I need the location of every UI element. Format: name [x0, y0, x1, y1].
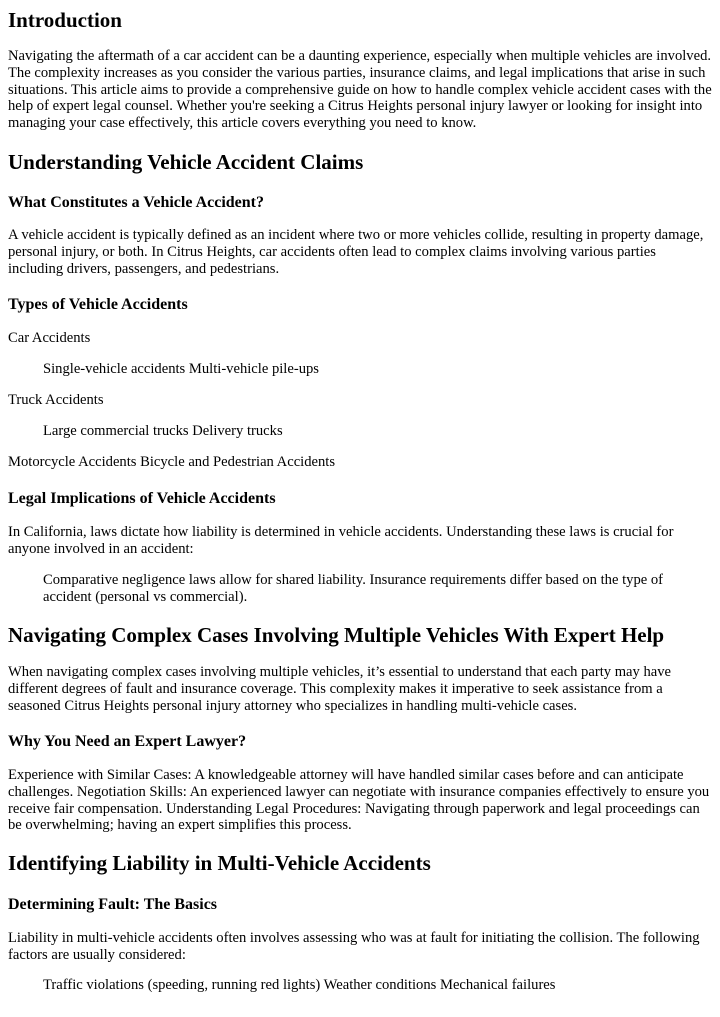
why-heading: Why You Need an Expert Lawyer? [8, 733, 247, 750]
types-other: Motorcycle Accidents Bicycle and Pedestrian Accidents [8, 454, 336, 470]
legal-sub: Comparative negligence laws allow for shared liability. Insurance requirements differ based on the type of accident (personal vs commercial). [43, 572, 664, 605]
legal-heading: Legal Implications of Vehicle Accidents [8, 490, 276, 507]
fault-heading: Determining Fault: The Basics [8, 896, 218, 913]
claims-heading: Understanding Vehicle Accident Claims [8, 150, 364, 174]
what-paragraph: A vehicle accident is typically defined as an incident where two or more vehicles collide, resulting in property damage, personal injury, or both. In Citrus Heights, car accidents often lead to complex claims involving various parties including drivers, passengers, and pedestrians. [8, 227, 704, 277]
types-car: Car Accidents [8, 330, 91, 346]
fault-paragraph: Liability in multi-vehicle accidents often involves assessing who was at fault for initiating the collision. The following factors are usually considered: [8, 930, 700, 963]
intro-paragraph: Navigating the aftermath of a car accident can be a daunting experience, especially when multiple vehicles are involved. The complexity increases as you consider the various parties, insurance claims, and legal implications that arise in such situations. This article aims to provide a comprehensive guide on how to handle complex vehicle accident cases with the help of expert legal counsel. Whether you're seeking a Citrus Heights personal injury lawyer or looking for insight into managing your case effectively, this article covers everything you need to know. [8, 48, 712, 132]
navigating-heading: Navigating Complex Cases Involving Multiple Vehicles With Expert Help [8, 623, 665, 647]
types-car-sub: Single-vehicle accidents Multi-vehicle pile-ups [43, 361, 319, 377]
intro-heading: Introduction [8, 8, 122, 32]
why-paragraph: Experience with Similar Cases: A knowledgeable attorney will have handled similar cases before and can anticipate challenges. Negotiation Skills: An experienced lawyer can negotiate with insurance companies effectively to ensure you receive fair compensation. Understanding Legal Procedures: Navigating through paperwork and legal proceedings can be overwhelming; having an expert simplifies this process. [8, 767, 710, 834]
what-heading: What Constitutes a Vehicle Accident? [8, 194, 264, 211]
types-truck: Truck Accidents [8, 392, 104, 408]
liability-heading: Identifying Liability in Multi-Vehicle Accidents [8, 851, 431, 875]
types-heading: Types of Vehicle Accidents [8, 296, 188, 313]
types-truck-sub: Large commercial trucks Delivery trucks [43, 423, 283, 439]
fault-sub: Traffic violations (speeding, running red lights) Weather conditions Mechanical failures [43, 977, 556, 993]
legal-paragraph: In California, laws dictate how liability is determined in vehicle accidents. Understanding these laws is crucial for anyone involved in an accident: [8, 524, 674, 557]
navigating-paragraph: When navigating complex cases involving multiple vehicles, it’s essential to understand that each party may have different degrees of fault and insurance coverage. This complexity makes it imperative to seek assistance from a seasoned Citrus Heights personal injury attorney who specializes in handling multi-vehicle cases. [8, 664, 672, 714]
